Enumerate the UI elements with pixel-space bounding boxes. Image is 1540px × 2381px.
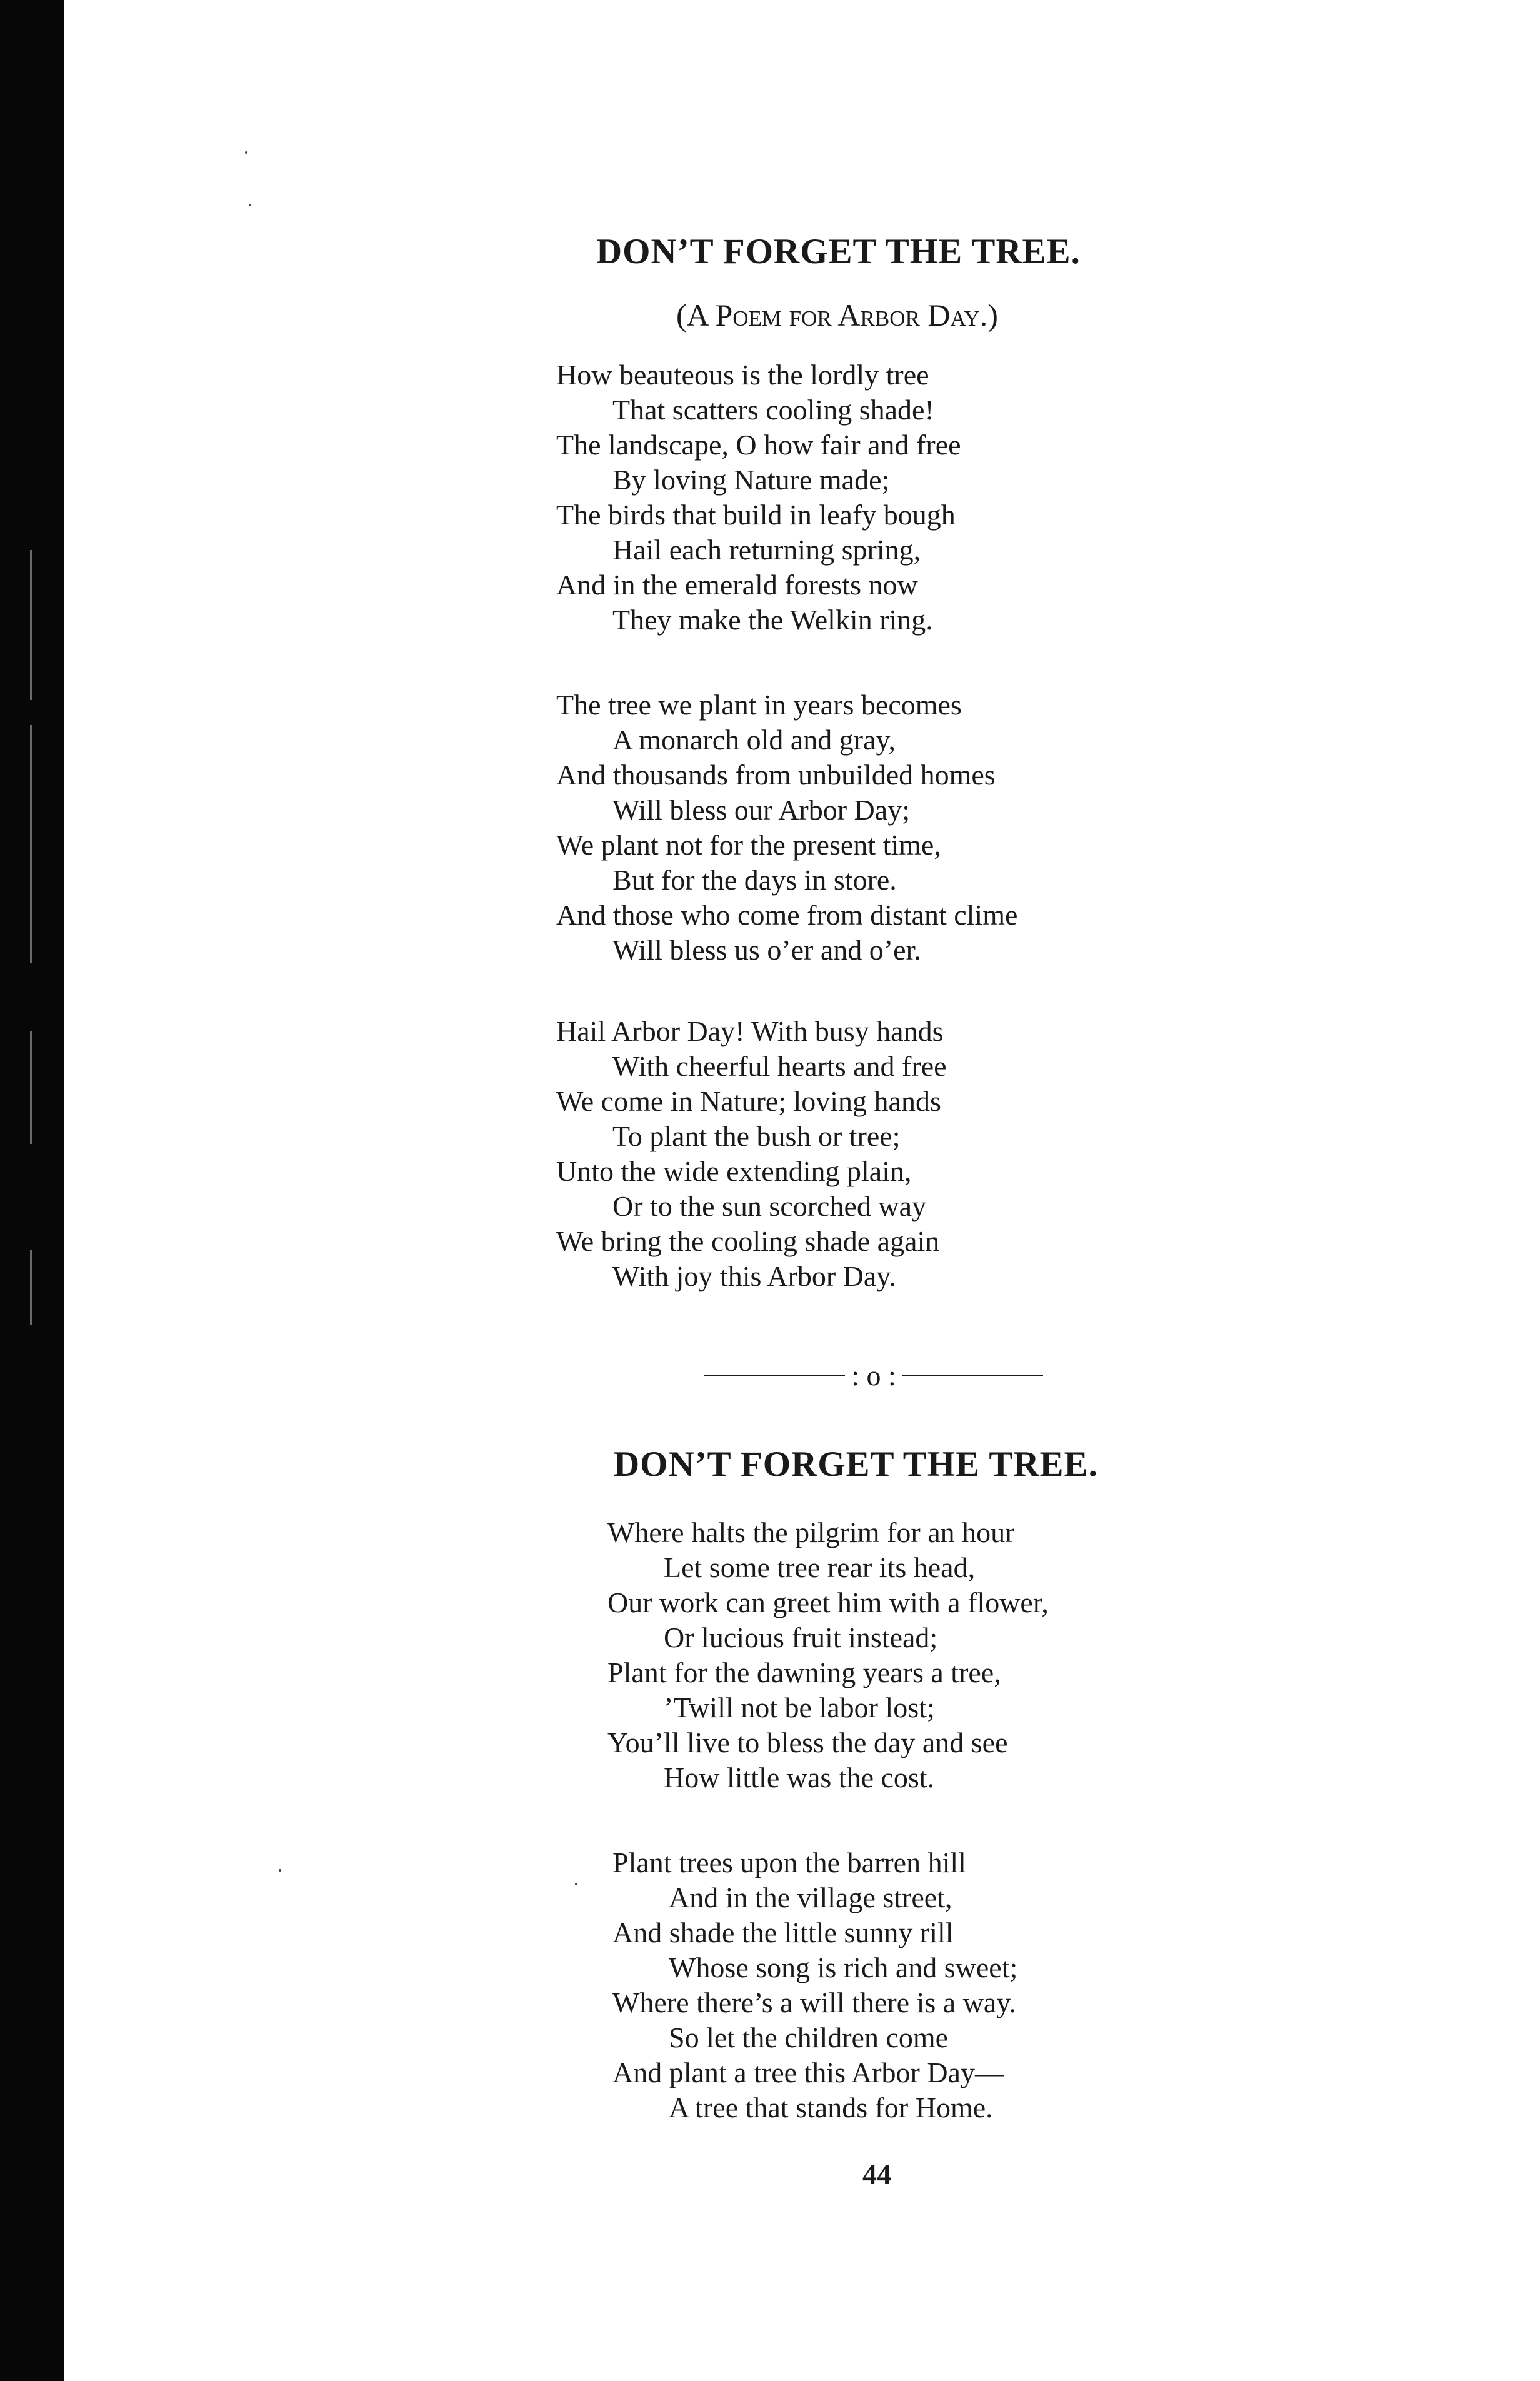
- poem-1-stanza-3: [556, 1014, 947, 1294]
- divider-ornament: : o :: [851, 1359, 896, 1391]
- page-number: 44: [862, 2158, 891, 2190]
- poem-line: Let some tree rear its head,: [664, 1551, 976, 1583]
- poem-line: With joy this Arbor Day.: [612, 1260, 896, 1292]
- poem-1-subtitle-open: (A: [676, 298, 716, 333]
- poem-line: A monarch old and gray,: [612, 724, 896, 756]
- poem-line: Whose song is rich and sweet;: [669, 1952, 1018, 1983]
- poem-line: Where halts the pilgrim for an hour: [608, 1516, 1015, 1548]
- poem-2-stanza-1: [608, 1515, 1049, 1795]
- poem-line: Our work can greet him with a flower,: [608, 1586, 1049, 1618]
- poem-line: But for the days in store.: [612, 864, 897, 896]
- poem-1-stanza-2: [556, 688, 1018, 968]
- poem-line: A tree that stands for Home.: [669, 2092, 993, 2123]
- poem-line: With cheerful hearts and free: [612, 1050, 947, 1082]
- poem-line: To plant the bush or tree;: [612, 1120, 901, 1152]
- poem-line: Hail each returning spring,: [612, 534, 921, 566]
- poem-line: We plant not for the present time,: [556, 829, 941, 861]
- poem-line: Plant for the dawning years a tree,: [608, 1657, 1001, 1688]
- poem-1-title: DON’T FORGET THE TREE.: [596, 232, 1081, 271]
- poem-line: And thousands from unbuilded homes: [556, 759, 996, 791]
- poem-line: Unto the wide extending plain,: [556, 1155, 912, 1187]
- poem-line: They make the Welkin ring.: [612, 604, 933, 636]
- poem-line: And in the village street,: [669, 1882, 952, 1913]
- poem-line: You’ll live to bless the day and see: [608, 1727, 1008, 1758]
- poem-line: The tree we plant in years becomes: [556, 689, 962, 721]
- poem-line: Hail Arbor Day! With busy hands: [556, 1015, 944, 1047]
- poem-line: And those who come from distant clime: [556, 899, 1018, 931]
- poem-line: ’Twill not be labor lost;: [664, 1692, 935, 1723]
- poem-line: The landscape, O how fair and free: [556, 429, 961, 461]
- poem-line: So let the children come: [669, 2022, 949, 2053]
- section-divider: [699, 1358, 1049, 1393]
- poem-line: Or to the sun scorched way: [612, 1190, 927, 1222]
- poem-2-title: DON’T FORGET THE TREE.: [614, 1445, 1098, 1484]
- poem-line: That scatters cooling shade!: [612, 394, 934, 426]
- poem-2-stanza-2: [612, 1845, 1018, 2125]
- poem-1-stanza-1: [556, 358, 961, 638]
- divider-rule-left: [704, 1375, 845, 1376]
- poem-line: Will bless us o’er and o’er.: [612, 934, 921, 966]
- poem-line: Plant trees upon the barren hill: [612, 1847, 966, 1878]
- poem-line: We bring the cooling shade again: [556, 1225, 940, 1257]
- poem-line: Where there’s a will there is a way.: [612, 1987, 1016, 2018]
- poem-line: And plant a tree this Arbor Day—: [612, 2057, 1004, 2088]
- poem-line: How beauteous is the lordly tree: [556, 359, 929, 391]
- poem-line: By loving Nature made;: [612, 464, 890, 496]
- poem-1-subtitle-text: Poem for Arbor Day.: [715, 298, 988, 333]
- poem-line: We come in Nature; loving hands: [556, 1085, 941, 1117]
- poem-line: Will bless our Arbor Day;: [612, 794, 910, 826]
- poem-line: How little was the cost.: [664, 1762, 935, 1793]
- poem-1-subtitle: [676, 297, 998, 333]
- poem-line: The birds that build in leafy bough: [556, 499, 956, 531]
- poem-line: And shade the little sunny rill: [612, 1917, 954, 1948]
- divider-rule-right: [902, 1375, 1043, 1376]
- poem-1-subtitle-close: ): [988, 298, 998, 333]
- poem-line: Or lucious fruit instead;: [664, 1622, 938, 1653]
- poem-line: And in the emerald forests now: [556, 569, 918, 601]
